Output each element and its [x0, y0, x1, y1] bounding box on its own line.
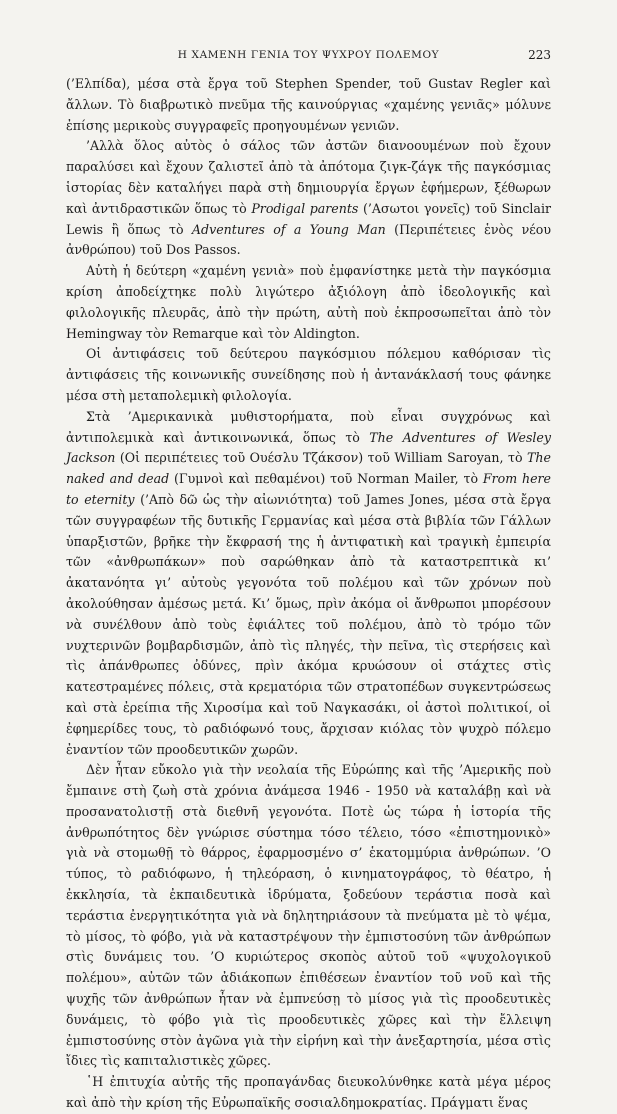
running-title: Η ΧΑΜΕΝΗ ΓΕΝΙΑ ΤΟΥ ΨΥΧΡΟΥ ΠΟΛΕΜΟΥ	[177, 49, 440, 61]
paragraph	[66, 261, 551, 344]
text-segment: Δὲν ἦταν εὔκολο γιὰ τὴν νεολαία τῆς Εὐρώπης καὶ τῆς ’Αμερικῆς ποὺ ἔμπαινε στὴ ζωὴ στὰ χρόνια ἀνάμεσα 1946 - 1950 νὰ καταλάβῃ καὶ νὰ προσανατολιστῇ στὰ διεθνῆ γεγονότα. Ποτὲ ὡς τώρα ἡ ἱστορία τῆς ἀνθρωπότητος δὲν γνώρισε σύστημα τόσο τέλειο, τόσο «ἐπιστημονικὸ» γιὰ νὰ στομωθῇ τὸ θάρρος, ἐφαρμοσμένο σ’ ἑκατομμύρια ἀνθρώπων. ’Ο τύπος, τὸ ραδιόφωνο, ἡ τηλεόραση, ὁ κινηματογράφος, τὸ θέατρο, ἡ ἐκκλησία, τὰ ἐκπαιδευτικὰ ἱδρύματα, ξοδεύουν τεράστια ποσὰ καὶ τεράστια ἐνεργητικότητα γιὰ νὰ δηλητηριάσουν τὰ πνεύματα μὲ τὸ ψέμα, τὸ μίσος, τὸ φόβο, γιὰ νὰ καταστρέψουν τὴν ἐμπιστοσύνη τῶν ἀνθρώπων στὶς δυνάμεις του. ’Ο κυριώτερος σκοπὸς αὐτοῦ τοῦ «ψυχολογικοῦ πολέμου», αὐτῶν τῶν ἀδιάκοπων ἐπιθέσεων ἐναντίον τοῦ νοῦ καὶ τῆς ψυχῆς τῶν ἀνθρώπων ἦταν νὰ ἐμπνεύσῃ τὸ μίσος γιὰ τὶς προοδευτικὲς δυνάμεις, τὸ φόβο γιὰ τὶς προοδευτικὲς χῶρες καὶ τὴν ἔλλειψη ἐμπιστοσύνης στὸν ἀγῶνα γιὰ τὴν εἰρήνη καὶ τὴν ἀνεξαρτησία, μέσα στὶς ἴδιες τὶς καπιταλιστικὲς χῶρες.	[66, 762, 551, 1069]
italic-title: The Adventures of Wesley Jackson	[66, 429, 552, 466]
page-number: 223	[528, 48, 551, 62]
italic-title: The naked and dead	[66, 450, 551, 487]
text-segment: Οἱ ἀντιφάσεις τοῦ δεύτερου παγκόσμιου πόλεμου καθόρισαν τὶς ἀντιφάσεις τῆς κοινωνικῆς συνείδησης ποὺ ἡ ἀντανάκλασή τους φάνηκε μέσα στὴ μεταπολεμικὴ φιλολογία.	[66, 346, 551, 403]
text-segment: (’Απὸ δῶ ὡς τὴν αἰωνιότητα) τοῦ James Jones, μέσα στὰ ἔργα τῶν συγγραφέων τῆς δυτικῆς Γερμανίας καὶ μέσα στὰ βιβλία τῶν Γάλλων ὑπαρξιστῶν, βρῆκε τὴν ἔκφρασή της ἡ ἀντιφατικὴ καὶ τραγικὴ ἐμπειρία τῶν «ἀνθρωπάκων» ποὺ σαρώθηκαν ἀπὸ τὰ καταστρεπτικὰ κι’ ἀκατανόητα γι’ αὐτοὺς γεγονότα τοῦ πολέμου καὶ τῶν χρόνων ποὺ ἀκολούθησαν ἀμέσως μετά. Κι’ ὅμως, πρὶν ἀκόμα οἱ ἄνθρωποι μπορέσουν νὰ συνέλθουν ἀπὸ τοὺς ἐφιάλτες τοῦ πολέμου, ἀπὸ τὸ τρόμο τῶν νυχτερινῶν βομβαρδισμῶν, ἀπὸ τὶς πληγές, τὴν πεῖνα, τὶς στερήσεις καὶ τὶς ἀπάνθρωπες ὀδύνες, πρὶν ἀκόμα κρυώσουν οἱ στάχτες στὶς κατεστραμένες πόλεις, στὰ κρεματόρια τῶν στρατοπέδων συγκεντρώσεως καὶ στὰ ἐρείπια τῆς Χιροσίμα καὶ τοῦ Ναγκασάκι, οἱ ἀστοὶ πολιτικοί, οἱ ἐφημερίδες τους, τὸ ραδιόφωνό τους, ἄρχισαν κιόλας τὸν ψυχρὸ πόλεμο ἐναντίον τῶν προοδευτικῶν χωρῶν.	[66, 491, 552, 757]
text-segment: (Γυμνοὶ καὶ πεθαμένοι) τοῦ Norman Mailer, τὸ	[169, 471, 483, 487]
italic-title: Adventures of a Young Man	[191, 221, 386, 237]
text-segment: Αὐτὴ ἡ δεύτερη «χαμένη γενιὰ» ποὺ ἐμφανίστηκε μετὰ τὴν παγκόσμια κρίση ἀποδείχτηκε πολὺ λιγώτερο ἀξιόλογη ἀπὸ ἰδεολογικῆς καὶ φιλολογικῆς πλευρᾶς, ἀπὸ τὴν πρώτη, αὐτὴ ποὺ ἐκπροσωπεῖται ἀπὸ τὸν Hemingway τὸν Remarque καὶ τὸν Aldington.	[66, 263, 551, 341]
italic-title: From here to eternity	[66, 471, 551, 507]
page-body	[66, 74, 551, 1114]
text-segment: (Οἱ περιπέτειες τοῦ Ουέσλυ Τζάκσον) τοῦ William Saroyan, τὸ	[115, 450, 528, 466]
paragraph	[66, 407, 551, 761]
text-segment: (Περιπέτειες ἑνὸς νέου ἀνθρώπου) τοῦ Dos Passos.	[66, 221, 551, 258]
text-segment: (’Ελπίδα), μέσα στὰ ἔργα τοῦ Stephen Spender, τοῦ Gustav Regler καὶ ἄλλων. Τὸ διαβρωτικὸ πνεῦμα τῆς καινούργιας «χαμένης γενιᾶς» μόλυνε ἐπίσης μερικοὺς συγγραφεῖς προηγουμένων γενιῶν.	[66, 76, 551, 133]
running-header	[66, 44, 551, 66]
paragraph	[66, 74, 551, 136]
text-segment: ’Αλλὰ ὅλος αὐτὸς ὁ σάλος τῶν ἀστῶν διανοουμένων ποὺ ἔχουν παραλύσει καὶ ἔχουν ζαλιστεῖ ἀπὸ τὰ ἀπότομα ζιγκ-ζάγκ τῆς παγκόσμιας ἱστορίας δὲν καταλήγει παρὰ στὴ δημιουργία ἔργων ἐφήμερων, ξέθωρων καὶ ἀντιδραστικῶν ὅπως τὸ	[66, 138, 551, 216]
italic-title: Prodigal parents	[251, 200, 359, 216]
paragraph	[66, 136, 551, 261]
text-segment: ῾Η ἐπιτυχία αὐτῆς τῆς προπαγάνδας διευκολύνθηκε κατὰ μέγα μέρος καὶ ἀπὸ τὴν κρίση τῆς Εὐρωπαϊκῆς σοσιαλδημοκρατίας. Πράγματι ἕνας	[66, 1074, 551, 1111]
text-segment: (’Ασωτοι γονεῖς) τοῦ Sinclair Lewis ἢ ὅπως τὸ	[66, 200, 551, 237]
text-segment: Στὰ ’Αμερικανικὰ μυθιστορήματα, ποὺ εἶναι συγχρόνως καὶ ἀντιπολεμικὰ καὶ ἀντικοινωνικά, ὅπως τὸ	[66, 408, 551, 445]
paragraph	[66, 760, 551, 1072]
paragraph	[66, 344, 551, 406]
paragraph	[66, 1072, 551, 1114]
